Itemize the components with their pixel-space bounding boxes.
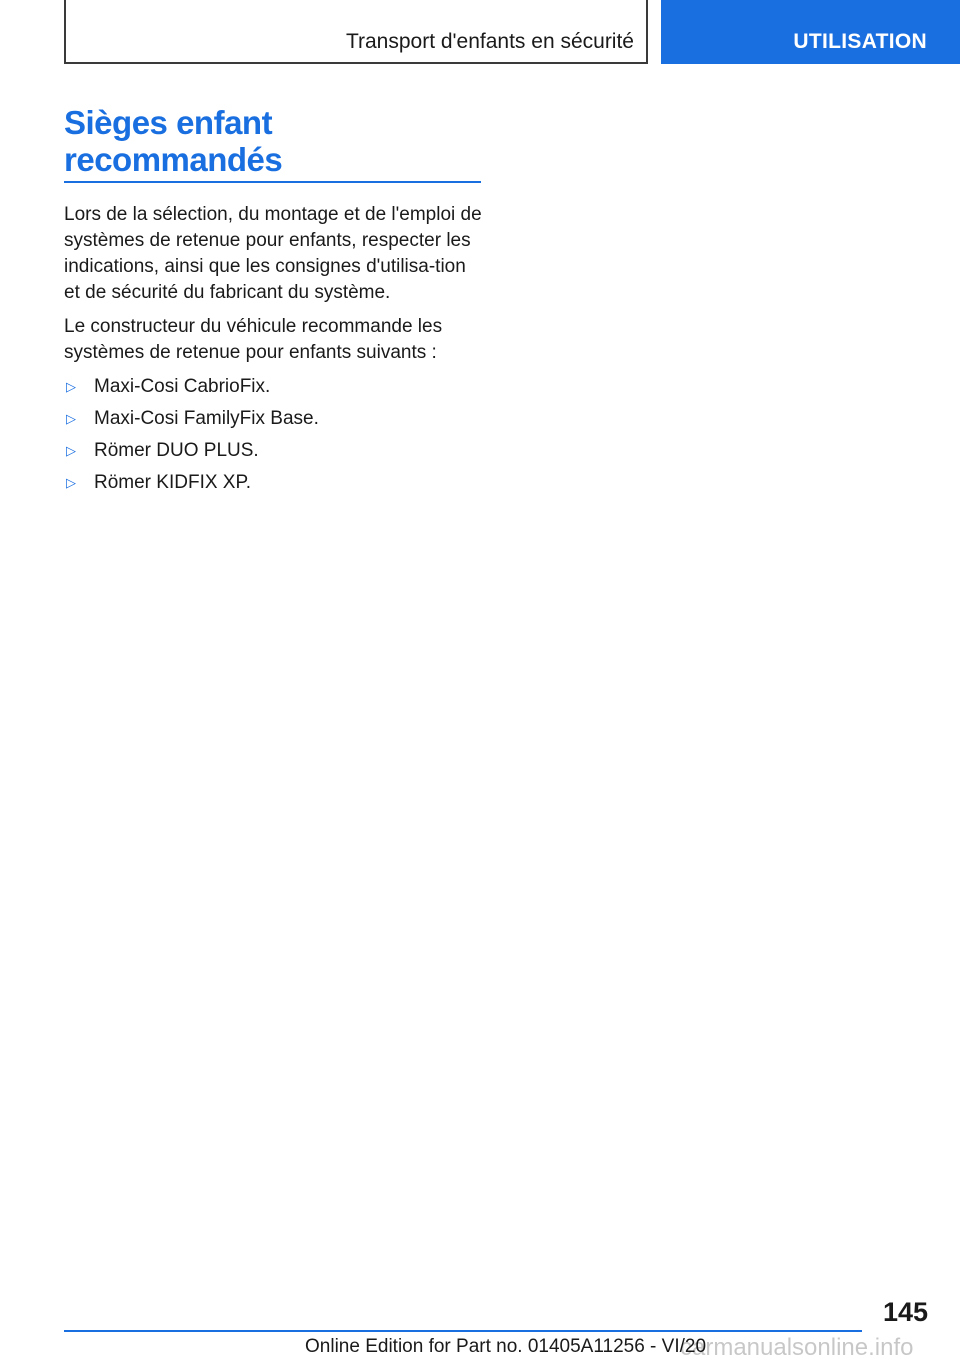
paragraph-recommendation: Le constructeur du véhicule recommande les systèmes de retenue pour enfants suivants : [64, 316, 443, 363]
footer-edition-text: Online Edition for Part no. 01405A11256 - VI/20 [305, 1336, 707, 1357]
paragraph-intro: Lors de la sélection, du montage et de l'emploi de systèmes de retenue pour enfants, respecter les indications, ainsi que les consignes d'utilisa-tion et de sécurité du fabricant du système. [64, 204, 482, 303]
title-divider [64, 181, 481, 183]
list-item-label: Maxi-Cosi FamilyFix Base. [94, 408, 319, 429]
list-item-label: Römer DUO PLUS. [94, 440, 259, 461]
recommended-seats-list [64, 374, 484, 496]
watermark: carmanualsonline.info [680, 1334, 914, 1361]
triangle-right-outline-icon: ▷ [66, 411, 76, 426]
content-body [64, 202, 484, 502]
triangle-right-outline-icon: ▷ [66, 443, 76, 458]
header-section-box [64, 0, 648, 64]
triangle-right-outline-icon: ▷ [66, 379, 76, 394]
header-chapter-label: UTILISATION [793, 30, 927, 53]
page-number: 145 [882, 1297, 928, 1327]
page-title-line-1: Sièges enfant [64, 104, 273, 141]
triangle-right-outline-icon: ▷ [66, 475, 76, 490]
list-item [64, 374, 484, 400]
page-title-line-2: recommandés [64, 141, 283, 178]
header-section-title: Transport d'enfants en sécurité [345, 30, 634, 53]
list-item [64, 470, 484, 496]
list-item-label: Römer KIDFIX XP. [94, 472, 251, 493]
list-item [64, 438, 484, 464]
page-title [64, 104, 484, 178]
footer-divider [64, 1330, 862, 1332]
list-item [64, 406, 484, 432]
header-chapter-tab [661, 0, 960, 64]
list-item-label: Maxi-Cosi CabrioFix. [94, 376, 271, 397]
